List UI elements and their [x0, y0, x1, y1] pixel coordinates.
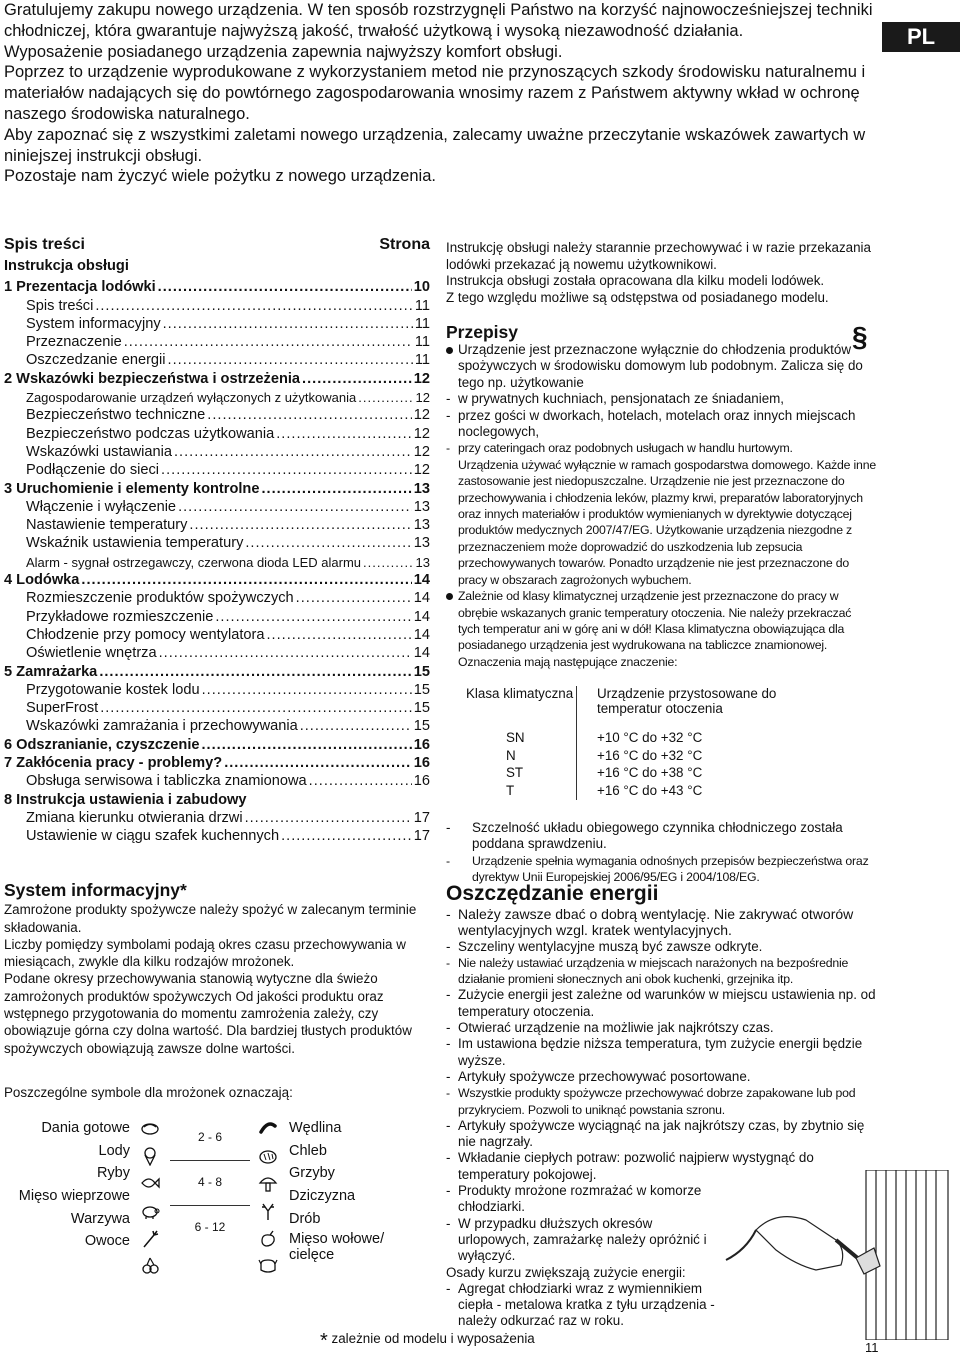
toc-row — [4, 826, 430, 844]
food-label: Warzywa — [70, 1210, 130, 1227]
toc-leader-dots — [224, 755, 412, 771]
toc-row — [4, 753, 430, 771]
food-label: Mięso wieprzowe — [18, 1188, 130, 1205]
toc-header — [4, 236, 430, 258]
toc-page: 17 — [413, 828, 430, 845]
toc-label: Oświetlenie wnętrza — [26, 645, 157, 662]
toc-leader-dots — [296, 590, 412, 606]
food-label: Chleb — [289, 1142, 327, 1159]
sausage-icon — [258, 1118, 278, 1138]
toc-label: Ustawienie w ciągu szafek kuchennych — [26, 828, 280, 845]
toc-page: 14 — [413, 590, 430, 607]
system-info-title: System informacyjny* — [4, 880, 187, 900]
toc-leader-dots — [245, 535, 411, 551]
toc-row — [4, 277, 430, 295]
toc-label: 6 Odszranianie, czyszczenie — [4, 736, 200, 753]
energy-tip — [446, 1183, 722, 1216]
regulation-item — [446, 391, 876, 407]
toc-leader-dots — [174, 444, 412, 460]
month-cell — [170, 1118, 250, 1163]
toc-page: 15 — [413, 700, 430, 717]
toc-row — [4, 332, 430, 350]
regulations-list — [446, 342, 876, 670]
toc-row — [4, 643, 430, 661]
toc-row — [4, 625, 430, 643]
climate-col2-header-text: Urządzenie przystosowane do temperatur otoczenia — [597, 686, 777, 716]
climate-row — [466, 730, 827, 748]
toc-page: 14 — [413, 608, 430, 625]
toc-subtitle: Instrukcja obsługi — [4, 258, 129, 274]
toc-leader-dots — [201, 737, 411, 753]
energy-tip-text: W przypadku dłuższych okresów urlopowych, zamrażarkę należy opróżnić i wyłączyć. — [458, 1215, 707, 1264]
energy-tip — [446, 906, 882, 939]
energy-tip-text: Wszystkie produkty spożywcze przechowywać dobrze zapakowane lub pod przykryciem. Pozwoli to uniknąć powstania szronu. — [458, 1086, 856, 1117]
climate-class-text: T — [506, 782, 515, 798]
food-label: Lody — [98, 1142, 130, 1159]
food-label: Drób — [289, 1210, 321, 1227]
toc-row — [4, 405, 430, 423]
storage-note-paragraph: Instrukcję obsługi należy starannie przechowywać i w razie przekazania lodówki przekazać ją nowemu użytkownikowi. — [446, 240, 871, 272]
toc-row — [4, 570, 430, 588]
toc-row — [4, 533, 430, 551]
food-label: Dania gotowe — [41, 1120, 130, 1136]
regulation-text: Zależnie od klasy klimatycznej urządzenie jest przeznaczone do pracy w obrębie wskazanych granic temperatury otoczenia. Nie należy przekraczać tych temperatur ani w górę ani w dół! Klasa klimatyczna obowiązująca dla posiadanego urządzenia jest wydrukowana na tabliczce znamionowej. Oznaczenia mają następujące znaczenie: — [458, 589, 852, 669]
storage-note-paragraph: Instrukcja obsługi została opracowana dla kilku modeli lodówek. — [446, 273, 825, 289]
table-of-contents — [4, 236, 430, 844]
food-label: Owoce — [84, 1233, 130, 1250]
intro-paragraph: Wyposażenie posiadanego urządzenia zapewnia najwyższy komfort obsługi. — [4, 42, 563, 61]
toc-row — [4, 808, 430, 826]
storage-note — [446, 240, 886, 306]
food-label: Dziczyzna — [289, 1188, 356, 1205]
symbols-right-labels — [289, 1118, 429, 1264]
climate-range — [577, 748, 828, 766]
energy-tip — [446, 1069, 882, 1085]
toc-page: 14 — [413, 645, 430, 662]
footnote — [320, 1330, 535, 1353]
intro-paragraph: Pozostaje nam życzyć wiele pożytku z nowego urządzenia. — [4, 167, 436, 186]
toc-leader-dots — [302, 371, 412, 387]
toc-label: Wskazówki ustawiania — [26, 443, 172, 460]
toc-label: 7 Zakłócenia pracy - problemy? — [4, 755, 223, 772]
toc-leader-dots — [266, 627, 411, 643]
toc-row — [4, 478, 430, 496]
symbols-left-labels — [4, 1118, 130, 1254]
toc-label: Podłączenie do sieci — [26, 462, 160, 479]
toc-label: System informacyjny — [26, 315, 161, 332]
regulation-item — [446, 342, 876, 391]
compliance-text: Szczelność układu obiegowego czynnika chłodniczego została poddana sprawdzeniu. — [472, 820, 843, 852]
food-label: Grzyby — [289, 1165, 335, 1182]
toc-row — [4, 350, 430, 368]
climate-class-text: ST — [506, 765, 524, 781]
energy-tip-text: Zużycie energii jest zależne od warunków w miejscu ustawienia np. od temperatury otoczenia. — [458, 987, 876, 1019]
toc-page: 11 — [414, 315, 430, 332]
toc-leader-dots — [261, 481, 411, 497]
toc-leader-dots — [178, 499, 412, 515]
toc-label: Bezpieczeństwo techniczne — [26, 407, 206, 424]
energy-tip-text: Wkładanie ciepłych potraw: pozwolić najpierw wystygnąć do temperatury pokojowej. — [458, 1150, 814, 1182]
toc-label: Zmiana kierunku otwierania drzwi — [26, 809, 243, 826]
energy-tip-text: Produkty mrożone rozmrażać w komorze chłodziarki. — [458, 1183, 702, 1215]
toc-leader-dots — [215, 609, 411, 625]
toc-leader-dots — [207, 407, 411, 423]
vegetables-icon — [140, 1229, 160, 1249]
storage-note-paragraph: Z tego względu możliwe są odstępstwa od posiadanego modelu. — [446, 289, 829, 305]
language-badge: PL — [882, 22, 960, 52]
intro-paragraph: Gratulujemy zakupu nowego urządzenia. W ten sposób rozstrzygnęli Państwo na korzyść najnowocześniejszej techniki chłodniczej, która gwarantuje najwyższą jakość, trwałość użytkową i wysoką niezawodność działania. — [4, 1, 873, 40]
toc-label: Włączenie i wyłączenie — [26, 498, 177, 515]
food-label: Ryby — [96, 1165, 130, 1182]
symbols-right-icons — [258, 1118, 280, 1284]
climate-row — [466, 748, 827, 766]
toc-label: Bezpieczeństwo podczas użytkowania — [26, 425, 275, 442]
energy-tip — [446, 1216, 722, 1265]
footnote-star: * — [320, 1330, 328, 1352]
dust-intro: Osady kurzu zwiększają zużycie energii: — [446, 1264, 686, 1280]
toc-page: 13 — [413, 535, 430, 552]
toc-page: 15 — [413, 681, 430, 698]
climate-range-text: +16 °C do +32 °C — [597, 747, 703, 763]
compliance-item — [446, 853, 876, 886]
toc-leader-dots — [300, 718, 412, 734]
toc-leader-dots — [81, 572, 411, 588]
energy-tip-text: Otwierać urządzenie na możliwie jak najkrótszy czas. — [458, 1020, 774, 1036]
toc-label: Obsługa serwisowa i tabliczka znamionowa — [26, 773, 307, 790]
pork-icon — [140, 1201, 160, 1221]
toc-page: 10 — [413, 279, 430, 296]
climate-col1-header — [466, 686, 577, 730]
toc-row — [4, 442, 430, 460]
food-label: Wędlina — [289, 1120, 342, 1136]
regulations-title: Przepisy — [446, 322, 518, 342]
beef-icon — [258, 1256, 278, 1276]
toc-row — [4, 497, 430, 515]
toc-page: 13 — [413, 480, 430, 497]
toc-row — [4, 368, 430, 386]
food-label: Mięso wołowe/ cielęce — [289, 1231, 385, 1264]
toc-rows — [4, 277, 430, 844]
energy-tip-text: Szczeliny wentylacyjne muszą być zawsze odkryte. — [458, 938, 763, 954]
toc-label: Zagospodarowanie urządzeń wyłączonych z użytkowania — [26, 390, 357, 406]
toc-leader-dots — [245, 810, 412, 826]
regulation-item — [446, 408, 876, 441]
toc-title: Spis treści — [4, 236, 85, 253]
energy-tip — [446, 955, 882, 988]
system-info-paragraph: Podane okresy przechowywania stanowią wytyczne dla świeżo zamrożonych produktów spożywczych Od jakości produktu oraz wstępnego przygotowania do momentu zamrożenia zależy, czy obowiązuje górna czy dolna wartość. Dla bardziej tłustych produktów spożywczych obowiązują zawsze dolne wartości. — [4, 971, 412, 1056]
regulation-text: przy cateringach oraz podobnych usługach w handlu hurtowym. — [458, 441, 793, 456]
climate-row — [466, 783, 827, 801]
toc-row — [4, 515, 430, 533]
toc-leader-dots — [276, 426, 412, 442]
climate-col2-header — [577, 686, 828, 730]
intro-text — [4, 0, 884, 187]
energy-tip-text: Artykuły spożywcze wyciągnąć na jak najkrótszy czas, by zbytnio się nie nagrzały. — [458, 1117, 865, 1150]
energy-tip-text: Należy zawsze dbać o dobrą wentylację. Nie zakrywać otworów wentylacyjnych wzgl. kratek wentylacyjnych. — [458, 906, 854, 939]
toc-label: Przygotowanie kostek lodu — [26, 681, 200, 698]
toc-row — [4, 789, 430, 807]
toc-row — [4, 680, 430, 698]
toc-leader-dots — [189, 517, 411, 533]
toc-label: 4 Lodówka — [4, 572, 80, 589]
toc-leader-dots — [202, 682, 412, 698]
energy-tip — [446, 939, 882, 955]
toc-leader-dots — [158, 279, 412, 295]
system-info-paragraph: Zamrożone produkty spożywcze należy spożyć w zalecanym terminie składowania. — [4, 902, 417, 935]
toc-page: 14 — [413, 572, 430, 589]
toc-label: 3 Uruchomienie i elementy kontrolne — [4, 480, 260, 497]
toc-label: 2 Wskazówki bezpieczeństwa i ostrzeżenia — [4, 370, 301, 387]
regulation-item — [446, 457, 876, 588]
toc-leader-dots — [99, 664, 411, 680]
toc-page: 14 — [413, 626, 430, 643]
venison-icon — [258, 1201, 278, 1221]
toc-page: 12 — [415, 390, 430, 406]
toc-leader-dots — [281, 828, 412, 844]
compliance-item — [446, 820, 876, 853]
intro-paragraph: Aby zapoznać się z wszystkimi zaletami nowego urządzenia, zalecamy uważne przeczytanie wskazówek zawartych w niniejszej instrukcji obsługi. — [4, 125, 866, 165]
dust-item-text: Agregat chłodziarki wraz z wymiennikiem ciepła - metalowa kratka z tyłu urządzenia - należy odkurzać raz w roku. — [458, 1280, 715, 1329]
toc-leader-dots — [100, 700, 412, 716]
energy-tip-text: Im ustawiona będzie niższa temperatura, tym zużycie energii będzie wyższe. — [458, 1036, 863, 1068]
system-info-paragraph: Liczby pomiędzy symbolami podają okres czasu przechowywania w miesiącach, zwykle dla kilku rodzajów mrożonek. — [4, 936, 406, 970]
page-number: 11 — [865, 1340, 879, 1355]
toc-row — [4, 295, 430, 313]
system-info-section — [4, 882, 430, 1057]
toc-page: 12 — [413, 462, 430, 479]
climate-class — [466, 765, 577, 783]
ready-meal-icon — [140, 1118, 160, 1138]
section-sign-icon: § — [852, 321, 868, 352]
toc-row — [4, 460, 430, 478]
climate-row — [466, 765, 827, 783]
energy-tip — [446, 1085, 882, 1118]
toc-page: 17 — [413, 809, 430, 826]
climate-class-text: N — [506, 747, 516, 763]
storage-months — [170, 1118, 250, 1253]
toc-page: 11 — [414, 297, 430, 314]
regulation-item — [446, 440, 876, 456]
toc-leader-dots — [124, 334, 413, 350]
after-climate-list — [446, 820, 876, 886]
vacuum-cleaning-illustration — [716, 1170, 956, 1340]
toc-page: 13 — [413, 498, 430, 515]
dust-item — [446, 1281, 722, 1330]
toc-leader-dots — [163, 316, 413, 332]
toc-page: 12 — [413, 407, 430, 424]
climate-class-text: SN — [506, 730, 525, 745]
intro-paragraph: Poprzez to urządzenie wyprodukowane z wykorzystaniem metod nie przynoszących szkody środowisku naturalnemu i materiałów nadających się do powtórnego zagospodarowania wnosimy razem z Państwem aktywny wkład w ochronę naszego środowiska naturalnego. — [4, 63, 866, 123]
toc-label: Spis treści — [26, 297, 94, 314]
toc-page-header: Strona — [379, 236, 430, 253]
toc-page: 13 — [413, 517, 430, 534]
toc-page: 13 — [415, 554, 430, 570]
energy-saving-title: Oszczędzanie energii — [446, 882, 659, 905]
toc-row — [4, 606, 430, 624]
month-range: 4 - 8 — [197, 1175, 222, 1189]
symbols-intro: Poszczególne symbole dla mrożonek oznaczają: — [4, 1085, 293, 1100]
climate-class — [466, 783, 577, 801]
compliance-text: Urządzenie spełnia wymagania odnośnych przepisów bezpieczeństwa oraz dyrektyw Unii Europejskiej 2006/95/EG i 2004/108/EG. — [472, 853, 869, 885]
fish-icon — [140, 1173, 160, 1193]
climate-range-text: +16 °C do +38 °C — [597, 765, 703, 781]
month-range: 6 - 12 — [194, 1220, 226, 1234]
toc-row — [4, 551, 430, 569]
toc-label: Chłodzenie przy pomocy wentylatora — [26, 626, 265, 643]
climate-range — [577, 730, 828, 748]
toc-page: 15 — [413, 663, 430, 680]
footnote-text: zależnie od modelu i wyposażenia — [331, 1331, 535, 1346]
mushroom-icon — [258, 1173, 278, 1193]
regulation-item — [446, 588, 876, 670]
regulation-text: Urządzenie jest przeznaczone wyłącznie do chłodzenia produktów spożywczych w środowisku domowym lub podobnym. Zalicza się do tego np. użytkowanie — [458, 342, 863, 390]
toc-row — [4, 387, 430, 405]
climate-class — [466, 748, 577, 766]
toc-row — [4, 771, 430, 789]
symbols-left-icons — [140, 1118, 162, 1284]
bread-icon — [258, 1146, 278, 1166]
toc-label: 1 Prezentacja lodówki — [4, 279, 156, 296]
toc-row — [4, 716, 430, 734]
toc-leader-dots — [363, 555, 414, 570]
toc-label: 8 Instrukcja ustawienia i zabudowy — [4, 791, 247, 808]
regulation-text: w prywatnych kuchniach, pensjonatach ze śniadaniem, — [458, 391, 785, 407]
climate-class — [466, 730, 577, 748]
toc-row — [4, 423, 430, 441]
toc-page: 12 — [413, 425, 430, 442]
toc-leader-dots — [161, 462, 412, 478]
regulation-text: przez gości w dworkach, hotelach, motelach oraz innych miejscach noclegowych, — [458, 407, 856, 440]
toc-row — [4, 661, 430, 679]
toc-row — [4, 588, 430, 606]
toc-row — [4, 314, 430, 332]
toc-label: Wskazówki zamrażania i przechowywania — [26, 718, 298, 735]
toc-leader-dots — [95, 298, 413, 314]
toc-page: 11 — [414, 352, 430, 369]
energy-tip — [446, 987, 882, 1020]
climate-range — [577, 765, 828, 783]
toc-page: 12 — [413, 370, 430, 387]
toc-label: Oszczedzanie energii — [26, 352, 166, 369]
climate-range-text: +10 °C do +32 °C — [597, 730, 703, 745]
energy-tip — [446, 1118, 882, 1151]
fruit-icon — [140, 1256, 160, 1276]
toc-leader-dots — [358, 390, 413, 405]
toc-label: Przykładowe rozmieszczenie — [26, 608, 214, 625]
toc-page: 16 — [413, 755, 430, 772]
regulation-text: Urządzenia używać wyłącznie w ramach gospodarstwa domowego. Każde inne zastosowanie jest niedopuszczalne. Urządzenie nie jest przeznaczone do przechowywania i chłodzenia leków, plazmy krwi, preparatów laboratoryjnych oraz innych materiałów i produktów wymienianych w dyrektywie dotyczącej produktów medycznych 2007/47/EG. Użytkowanie urządzenia niezgodne z przeznaczeniem może doprowadzić do uszkodzenia lub zepsucia przechowywanych towarów. Ponadto urządzenie nie jest przeznaczone do pracy w obszarach zagrożonych wybuchem. — [458, 457, 876, 587]
toc-label: Alarm - sygnał ostrzegawczy, czerwona dioda LED alarmu — [26, 554, 362, 570]
energy-tip-text: Artykuły spożywcze przechowywać posortowane. — [458, 1068, 751, 1084]
climate-class-table — [466, 686, 846, 800]
toc-label: Przeznaczenie — [26, 334, 122, 351]
climate-range-text: +16 °C do +43 °C — [597, 782, 703, 798]
toc-leader-dots — [309, 773, 412, 789]
toc-label: SuperFrost — [26, 700, 99, 717]
poultry-icon — [258, 1229, 278, 1249]
climate-range — [577, 783, 828, 801]
toc-page: 15 — [413, 718, 430, 735]
toc-page: 11 — [414, 334, 430, 351]
toc-label: 5 Zamrażarka — [4, 663, 98, 680]
ice-cream-icon — [140, 1146, 160, 1166]
toc-leader-dots — [159, 645, 412, 661]
toc-page: 16 — [413, 736, 430, 753]
climate-col1-header-text: Klasa klimatyczna — [466, 686, 574, 701]
toc-leader-dots — [168, 352, 413, 368]
month-cell — [170, 1163, 250, 1208]
toc-row — [4, 698, 430, 716]
toc-row — [4, 734, 430, 752]
toc-page: 12 — [413, 443, 430, 460]
toc-label: Rozmieszczenie produktów spożywczych — [26, 590, 294, 607]
toc-label: Nastawienie temperatury — [26, 517, 188, 534]
energy-tip — [446, 1036, 882, 1069]
energy-tip — [446, 1020, 882, 1036]
month-cell — [170, 1208, 250, 1253]
toc-label: Wskaźnik ustawienia temperatury — [26, 535, 244, 552]
toc-page: 16 — [413, 773, 430, 790]
energy-tip-text: Nie należy ustawiać urządzenia w miejscach narażonych na bezpośrednie działanie promieni słonecznych ani obok kuchenki, grzejnika itp. — [458, 955, 849, 987]
month-range: 2 - 6 — [197, 1130, 222, 1144]
